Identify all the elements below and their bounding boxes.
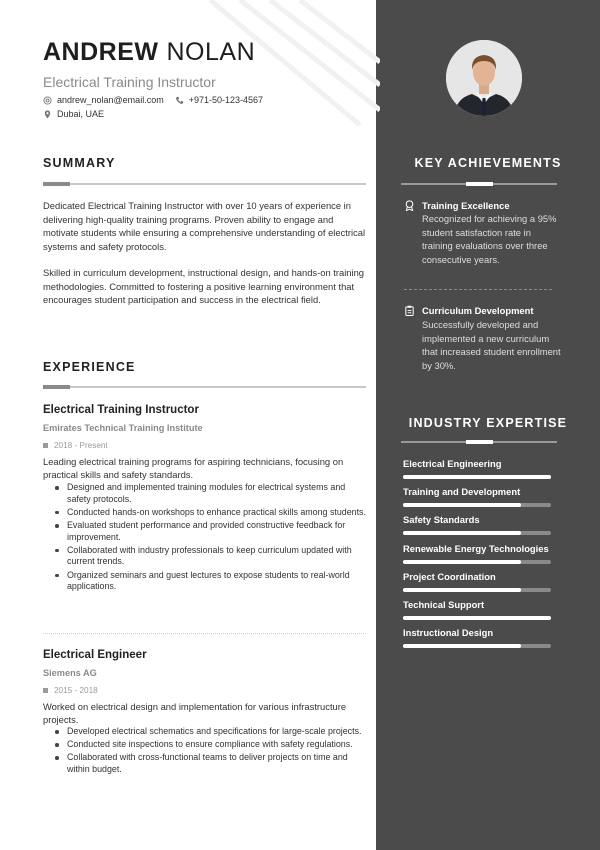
- skill-label: Electrical Engineering: [403, 458, 502, 469]
- company-1: Emirates Technical Training Institute: [43, 423, 203, 433]
- achievement-divider: [404, 289, 552, 290]
- skill-label: Renewable Energy Technologies: [403, 542, 549, 554]
- skill-label: Training and Development: [403, 486, 521, 498]
- job-bullets-1: [43, 482, 366, 594]
- profile-photo: [446, 40, 522, 116]
- last-name: NOLAN: [166, 38, 256, 66]
- summary-heading: SUMMARY: [43, 156, 116, 170]
- job-title-2: Electrical Engineer: [43, 649, 147, 661]
- skill-bar-track: [403, 503, 551, 507]
- achievement-text-1: Recognized for achieving a 95% student satisfaction rate in training evaluations over three consecutive years.: [422, 213, 557, 265]
- expertise-heading: INDUSTRY EXPERTISE: [408, 416, 568, 430]
- award-ribbon-icon: [404, 200, 415, 211]
- job-dates-1: [43, 441, 108, 450]
- skill-bar-fill: [403, 644, 521, 648]
- achievements-rule: [401, 183, 557, 185]
- achievement-text-2: Successfully developed and implemented a new curriculum that increased student enrollment by 30%.: [422, 319, 561, 371]
- expertise-rule: [401, 441, 557, 443]
- list-item: Conducted hands-on workshops to enhance practical skills among students.: [43, 507, 366, 519]
- achievement-title-1: Training Excellence: [422, 200, 510, 211]
- list-item: Organized seminars and guest lectures to expose students to real-world applications.: [43, 570, 366, 593]
- list-item: Designed and implemented training modules for electrical systems and safety protocols.: [43, 482, 366, 505]
- summary-paragraph-1: Dedicated Electrical Training Instructor with over 10 years of experience in delivering high-quality training programs. Proven ability to engage and motivate students while ensuring a comprehensive understanding of electrical systems and safety protocols.: [43, 200, 366, 252]
- list-item: Developed electrical schematics and specifications for large-scale projects.: [43, 726, 366, 738]
- skill-bar-fill: [403, 503, 521, 507]
- job-title-1: Electrical Training Instructor: [43, 404, 199, 416]
- achievements-heading: KEY ACHIEVEMENTS: [414, 156, 562, 170]
- skill-bar-track: [403, 475, 551, 479]
- location-pin-icon: [43, 110, 52, 119]
- job-dates-2: [43, 686, 98, 695]
- email-text[interactable]: andrew_nolan@email.com: [57, 95, 164, 105]
- skill-label: Technical Support: [403, 599, 485, 610]
- skill-bar-fill: [403, 475, 551, 479]
- skill-bar-track: [403, 588, 551, 592]
- job-bullets-2: [43, 726, 366, 777]
- phone-icon: [175, 96, 184, 105]
- date-marker-icon: [43, 688, 48, 693]
- skill-bar-fill: [403, 531, 521, 535]
- company-2: Siemens AG: [43, 668, 97, 678]
- list-item: Collaborated with cross-functional teams to deliver projects on time and within budget.: [43, 752, 366, 775]
- candidate-name: [43, 38, 255, 67]
- email-contact: [43, 95, 263, 105]
- job-role: Electrical Training Instructor: [43, 74, 216, 90]
- list-item: Conducted site inspections to ensure compliance with safety regulations.: [43, 739, 366, 751]
- skill-label: Safety Standards: [403, 514, 480, 526]
- achievement-title-2: Curriculum Development: [422, 305, 534, 316]
- location-text: Dubai, UAE: [57, 109, 105, 119]
- skill-bar-track: [403, 644, 551, 648]
- phone-text[interactable]: +971-50-123-4567: [188, 95, 264, 105]
- date-marker-icon: [43, 443, 48, 448]
- skill-bar-track: [403, 560, 551, 564]
- skill-label: Instructional Design: [403, 627, 494, 639]
- job-divider: [43, 633, 366, 634]
- experience-rule: [43, 386, 366, 388]
- skill-bar-track: [403, 531, 551, 535]
- clipboard-icon: [404, 305, 415, 316]
- job-description-1: Leading electrical training programs for aspiring technicians, focusing on practical skills and safety standards.: [43, 456, 344, 480]
- skill-bar-track: [403, 616, 551, 620]
- skill-bar-fill: [403, 616, 551, 620]
- skill-label: Project Coordination: [403, 570, 496, 582]
- first-name: ANDREW: [43, 38, 159, 66]
- list-item: Collaborated with industry professionals to keep curriculum updated with current trends.: [43, 545, 366, 568]
- experience-heading: EXPERIENCE: [43, 360, 136, 374]
- summary-rule: [43, 183, 366, 185]
- at-icon: [43, 96, 52, 105]
- list-item: Evaluated student performance and provided constructive feedback for improvement.: [43, 520, 366, 543]
- job-dates-text-1: 2018 - Present: [54, 441, 108, 450]
- skill-bar-fill: [403, 560, 521, 564]
- job-dates-text-2: 2015 - 2018: [54, 686, 98, 695]
- job-description-2: Worked on electrical design and implementation for various infrastructure projects.: [43, 701, 347, 725]
- summary-paragraph-2: Skilled in curriculum development, instructional design, and hands-on training methodologies. Committed to fostering a positive learning environment that encourages student participation and success in the electrical field.: [43, 267, 365, 305]
- location-contact: [43, 109, 104, 119]
- skill-bar-fill: [403, 588, 521, 592]
